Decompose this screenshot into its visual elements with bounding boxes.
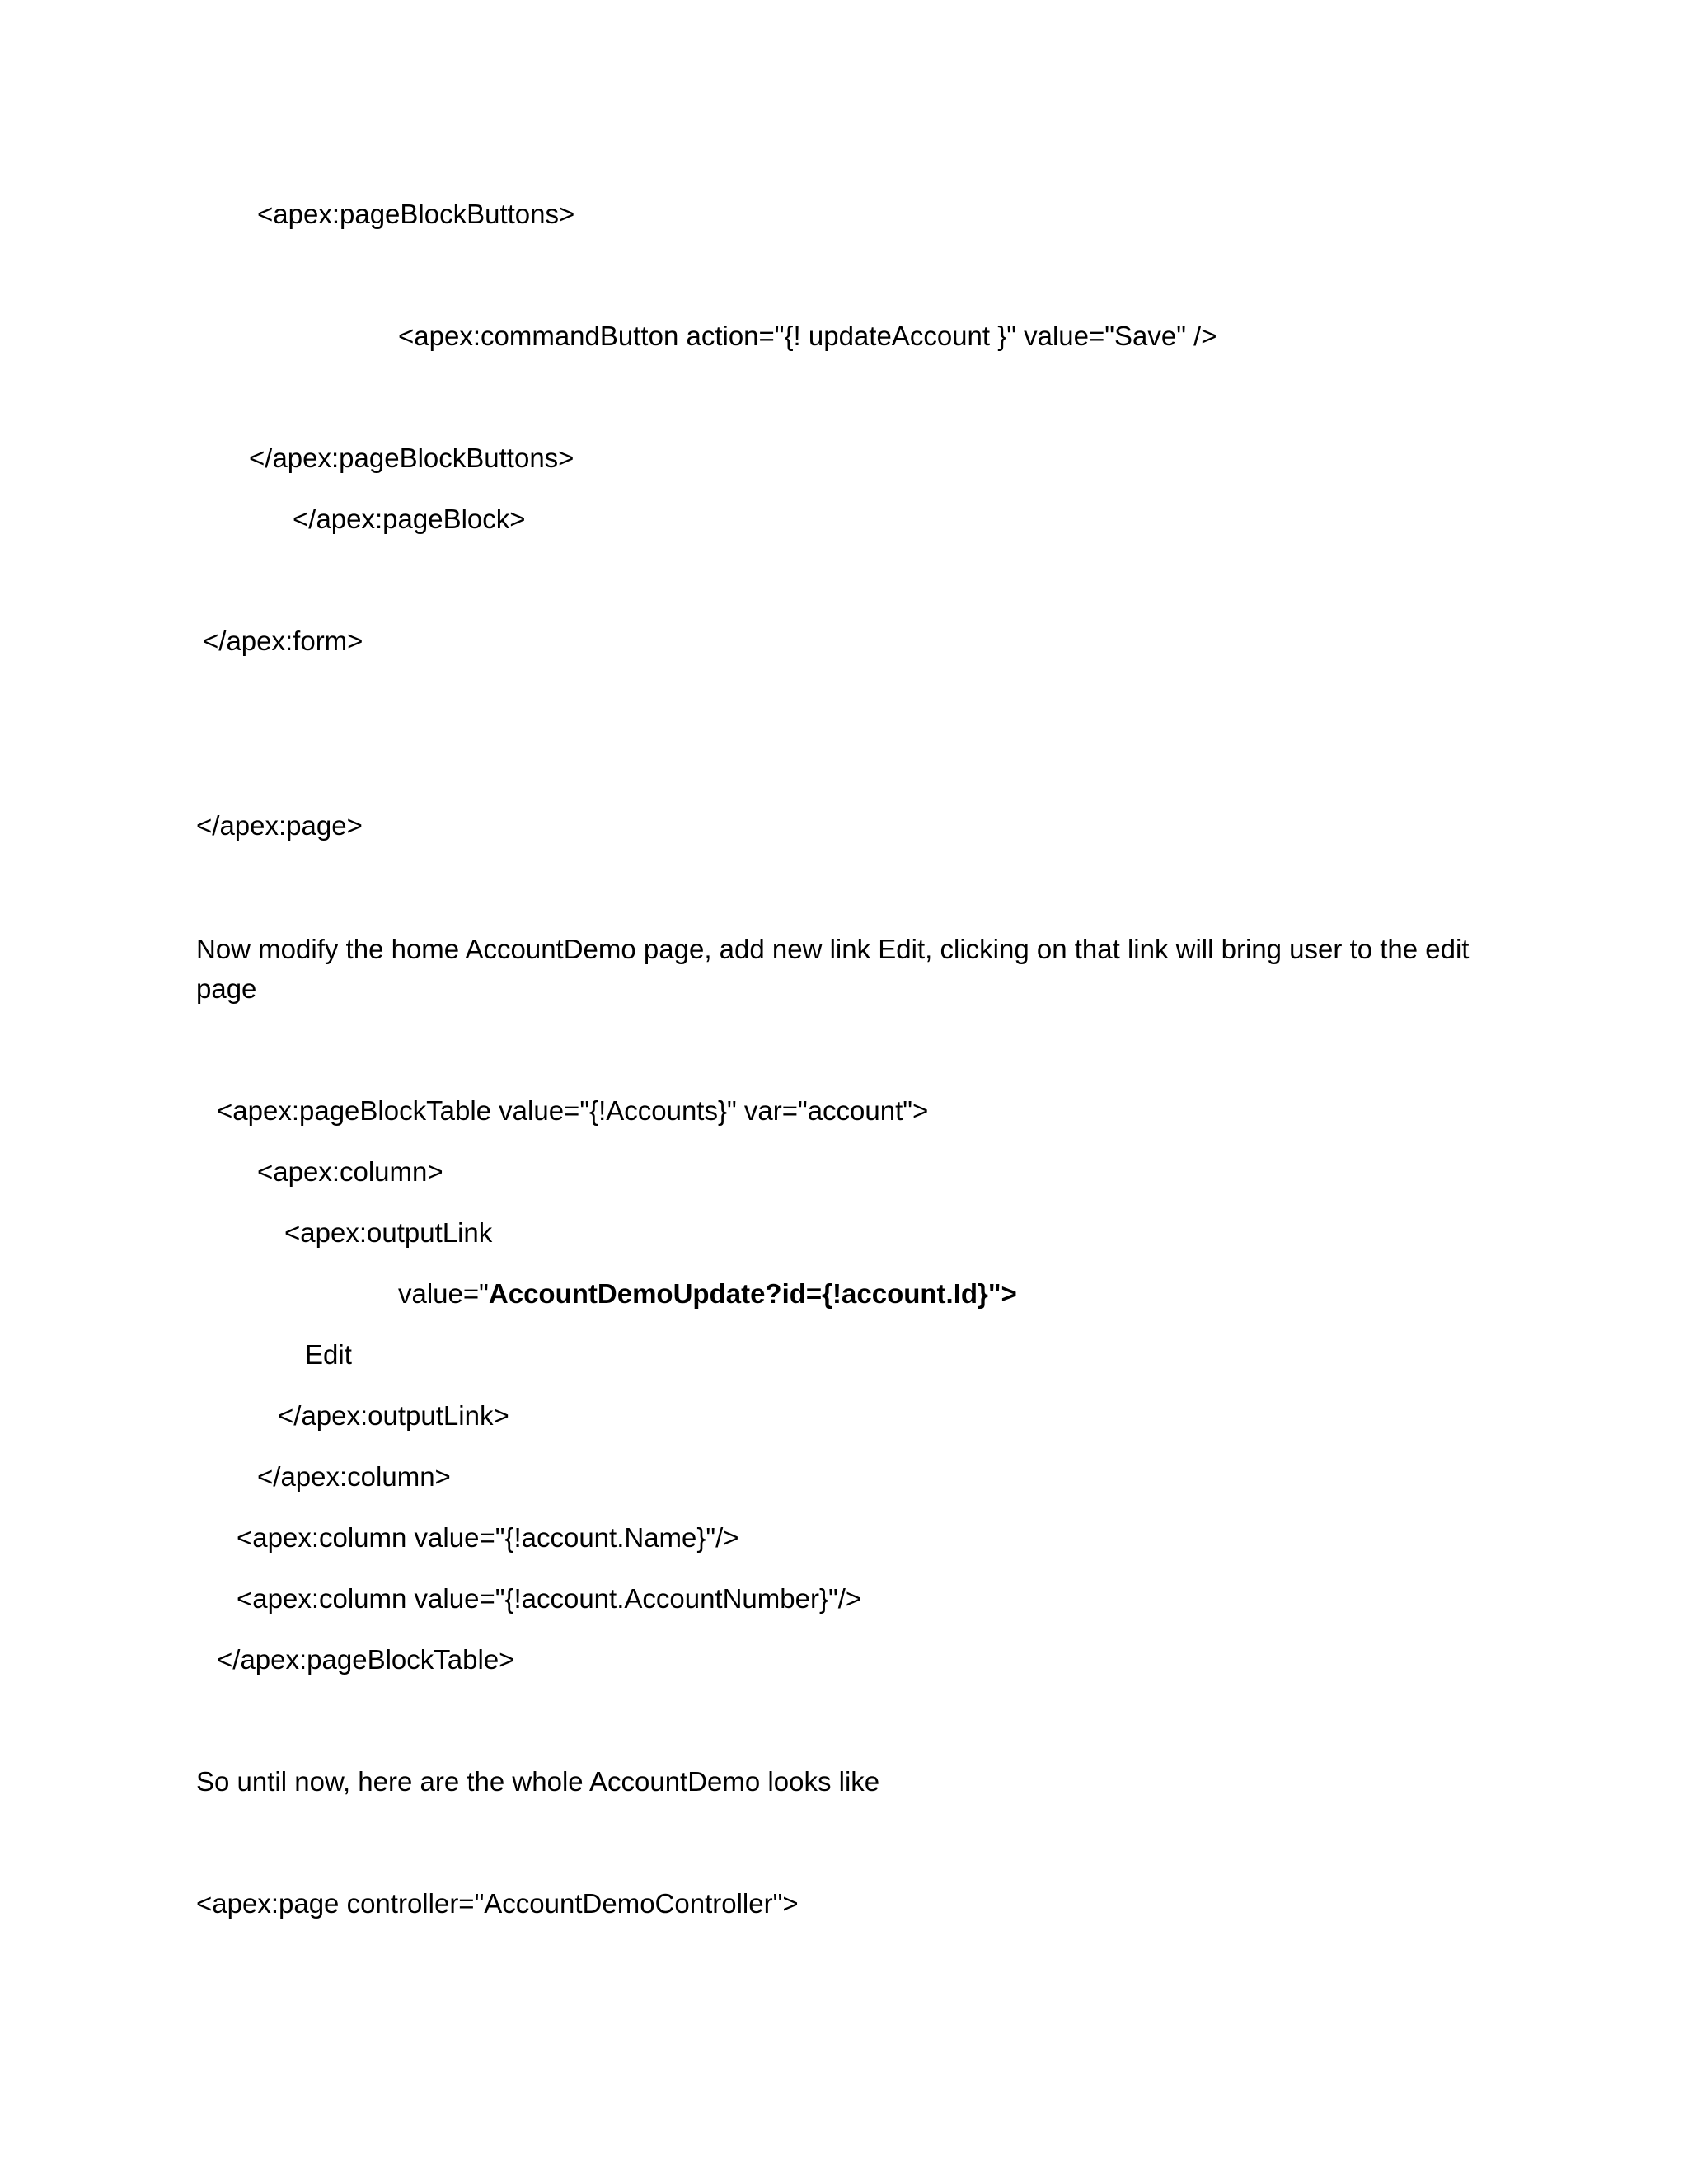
code-line: <apex:outputLink	[284, 1217, 493, 1248]
code-line: </apex:pageBlock>	[293, 504, 526, 534]
code-line: </apex:pageBlockTable>	[217, 1644, 515, 1675]
code-text-bold: AccountDemoUpdate?id={!account.Id}">	[488, 1278, 1017, 1309]
code-line	[398, 1276, 1017, 1312]
code-line: <apex:column value="{!account.Name}"/>	[237, 1522, 739, 1553]
code-line: <apex:commandButton action="{! updateAccount }" value="Save" />	[398, 321, 1217, 351]
code-line: <apex:page controller="AccountDemoController">	[196, 1888, 799, 1919]
code-line: <apex:column value="{!account.AccountNumber}"/>	[237, 1583, 862, 1614]
code-line: </apex:column>	[257, 1461, 451, 1492]
code-line: </apex:page>	[196, 810, 363, 841]
code-line: <apex:pageBlockTable value="{!Accounts}" var="account">	[217, 1095, 929, 1126]
body-paragraph: So until now, here are the whole AccountDemo looks like	[196, 1766, 880, 1797]
code-line: <apex:pageBlockButtons>	[257, 199, 575, 229]
code-line: </apex:pageBlockButtons>	[249, 443, 574, 473]
code-line: Edit	[305, 1339, 352, 1370]
code-line: </apex:outputLink>	[278, 1400, 509, 1431]
code-line: <apex:column>	[257, 1156, 443, 1187]
code-text: value="	[398, 1278, 489, 1309]
body-paragraph: Now modify the home AccountDemo page, add new link Edit, clicking on that link will bring user to the edit page	[196, 934, 1470, 1004]
code-line: </apex:form>	[203, 626, 363, 656]
